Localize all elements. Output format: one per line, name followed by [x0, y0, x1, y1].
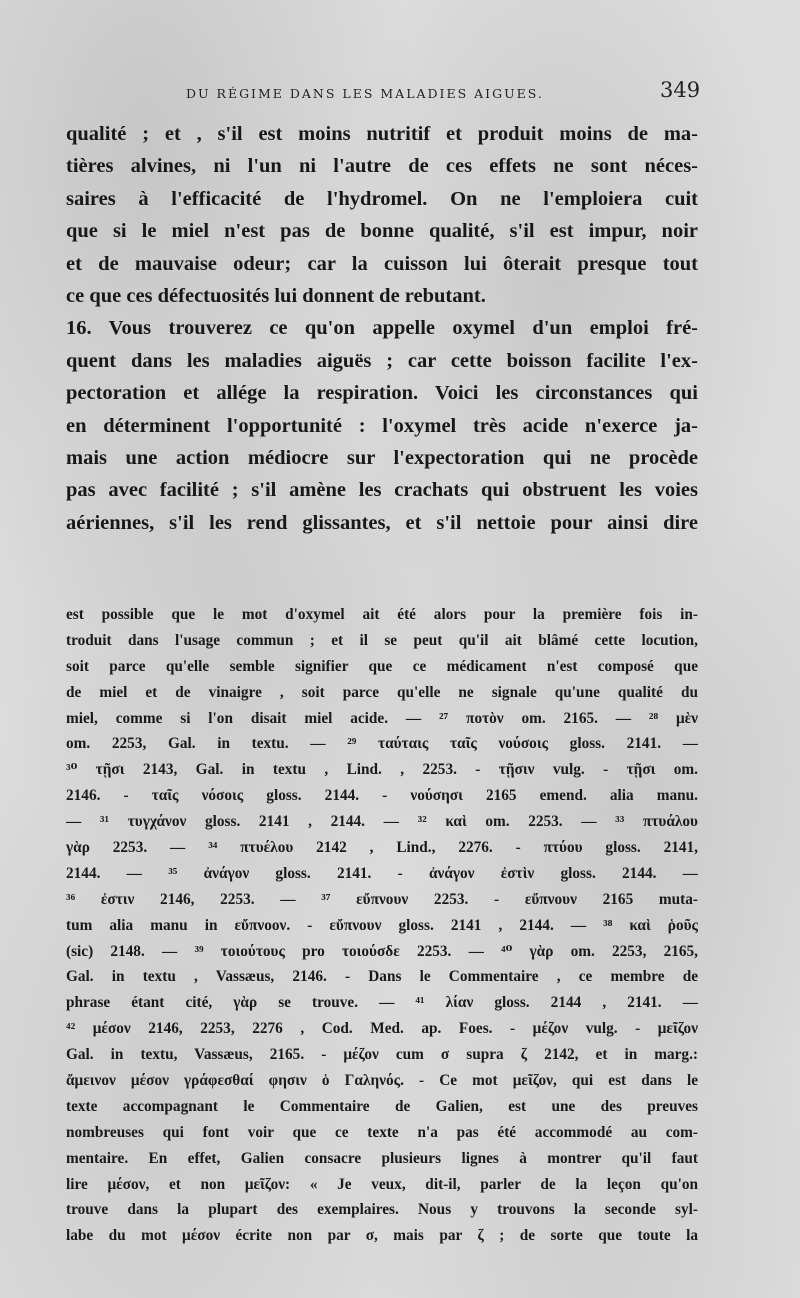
footnote-line: (sic) 2148. — ³⁹ τοιούτους pro τοιούσδε 2253. — ⁴⁰ γὰρ om. 2253, 2165, [66, 942, 698, 960]
footnote-line: 2144. — ³⁵ ἀνάγον gloss. 2141. - ἀνάγον ἐστὶν gloss. 2144. — [66, 864, 698, 882]
footnote-line: γὰρ 2253. — ³⁴ πτυέλου 2142 , Lind., 2276. - πτύου gloss. 2141, [66, 839, 698, 857]
main-text-line: saires à l'efficacité de l'hydromel. On ne l'emploiera cuit [66, 187, 698, 210]
footnote-line: trouve dans la plupart des exemplaires. Nous y trouvons la seconde syl- [66, 1201, 698, 1219]
footnote-line: 2146. - ταῖς νόσοις gloss. 2144. - νούσησι 2165 emend. alia manu. [66, 787, 698, 805]
running-head: DU RÉGIME DANS LES MALADIES AIGUES. [186, 86, 544, 101]
footnote-line: soit parce qu'elle semble signifier que ce médicament n'est composé que [66, 657, 698, 675]
main-text-line: et de mauvaise odeur; car la cuisson lui ôterait presque tout [66, 252, 698, 275]
main-text-line: qualité ; et , s'il est moins nutritif et produit moins de ma- [66, 123, 698, 145]
main-text-line: ce que ces défectuosités lui donnent de rebutant. [66, 284, 486, 307]
main-text-line: quent dans les maladies aiguës ; car cette boisson facilite l'ex- [66, 349, 698, 372]
footnote-line: troduit dans l'usage commun ; et il se peut qu'il ait blâmé cette locution, [66, 631, 698, 649]
main-text-line: tières alvines, ni l'un ni l'autre de ces effets ne sont néces- [66, 155, 698, 178]
main-text-line: mais une action médiocre sur l'expectoration qui ne procède [66, 446, 698, 469]
footnotes-block [66, 602, 698, 1249]
main-text-line: aériennes, s'il les rend glissantes, et s'il nettoie pour ainsi dire [66, 511, 698, 534]
main-text-block [66, 118, 698, 539]
footnote-line: mentaire. En effet, Galien consacre plusieurs lignes à montrer qu'il faut [66, 1149, 698, 1167]
footnote-line: — ³¹ τυγχάνον gloss. 2141 , 2144. — ³² καὶ om. 2253. — ³³ πτυάλου [66, 813, 698, 831]
footnote-line: Gal. in textu, Vassæus, 2165. - μέζον cum σ supra ζ 2142, et in marg.: [66, 1046, 698, 1064]
footnote-line: ³⁶ ἐστιν 2146, 2253. — ³⁷ εὔπνουν 2253. - εὔπνουν 2165 muta- [66, 890, 698, 908]
main-text-line: que si le miel n'est pas de bonne qualité, s'il est impur, noir [66, 220, 698, 243]
footnote-line: ⁴² μέσον 2146, 2253, 2276 , Cod. Med. ap. Foes. - μέζον vulg. - μεῖζον [66, 1020, 698, 1038]
main-text-line: pectoration et allége la respiration. Voici les circonstances qui [66, 382, 698, 405]
footnote-line: de miel et de vinaigre , soit parce qu'elle ne signale qu'une qualité du [66, 683, 698, 701]
main-text-line: en déterminent l'opportunité : l'oxymel très acide n'exerce ja- [66, 414, 698, 437]
main-text-line: pas avec facilité ; s'il amène les crachats qui obstruent les voies [66, 479, 698, 502]
footnote-line: est possible que le mot d'oxymel ait été alors pour la première fois in- [66, 606, 698, 623]
footnote-line: Gal. in textu , Vassæus, 2146. - Dans le Commentaire , ce membre de [66, 968, 698, 986]
footnote-line: nombreuses qui font voir que ce texte n'a pas été accommodé au com- [66, 1123, 698, 1141]
footnote-line: om. 2253, Gal. in textu. — ²⁹ ταύταις ταῖς νούσοις gloss. 2141. — [66, 735, 698, 753]
footnote-line: miel, comme si l'on disait miel acide. — ²⁷ ποτὸν om. 2165. — ²⁸ μὲν [66, 709, 698, 727]
footnote-line: ἄμεινον μέσον γράφεσθαί φησιν ὁ Γαληνός. - Ce mot μεῖζον, qui est dans le [66, 1072, 698, 1090]
footnote-line: phrase étant cité, γὰρ se trouve. — ⁴¹ λίαν gloss. 2144 , 2141. — [66, 994, 698, 1012]
main-text-line: 16. Vous trouverez ce qu'on appelle oxymel d'un emploi fré- [66, 317, 698, 340]
page-number: 349 [660, 78, 701, 102]
footnote-line: tum alia manu in εὔπνοον. - εὔπνουν gloss. 2141 , 2144. — ³⁸ καὶ ῥοῦς [66, 916, 698, 934]
footnote-line: lire μέσον, et non μεῖζον: « Je veux, dit-il, parler de la leçon qu'on [66, 1175, 698, 1193]
footnote-line: labe du mot μέσον écrite non par σ, mais par ζ ; de sorte que toute la [66, 1227, 698, 1245]
footnote-line: texte accompagnant le Commentaire de Galien, est une des preuves [66, 1097, 698, 1115]
footnote-line: ³⁰ τῇσι 2143, Gal. in textu , Lind. , 2253. - τῇσιν vulg. - τῇσι om. [66, 761, 698, 779]
